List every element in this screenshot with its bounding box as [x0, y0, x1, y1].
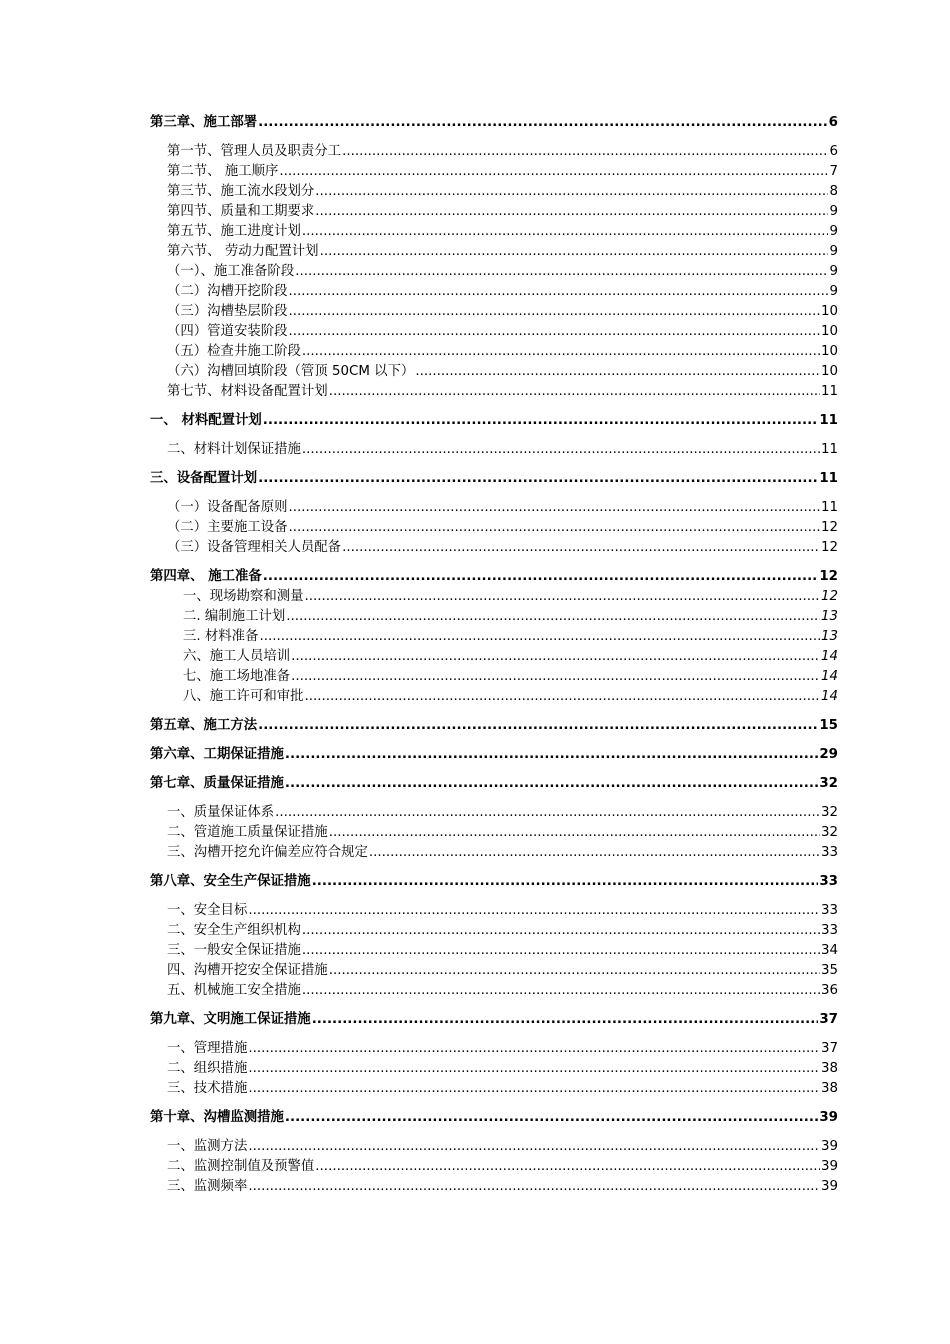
- toc-entry-page-number: 12: [820, 589, 838, 604]
- table-of-contents: [150, 113, 838, 1197]
- toc-entry[interactable]: [150, 774, 838, 794]
- toc-entry-page-number: 10: [820, 364, 838, 379]
- toc-entry-label: 三、监测频率: [167, 1179, 248, 1194]
- toc-entry[interactable]: [150, 538, 838, 558]
- toc-entry-label: 第七节、材料设备配置计划: [167, 384, 328, 399]
- toc-entry-label: （六）沟槽回填阶段（管顶 50CM 以下）: [167, 364, 415, 379]
- dot-leader: [302, 941, 820, 961]
- toc-entry-label: （二）主要施工设备: [167, 520, 288, 535]
- dot-leader: [329, 382, 820, 402]
- toc-entry[interactable]: [150, 745, 838, 765]
- dot-leader: [289, 282, 829, 302]
- toc-entry-page-number: 15: [819, 718, 838, 733]
- toc-entry[interactable]: [150, 981, 838, 1001]
- toc-entry[interactable]: [150, 469, 838, 489]
- toc-entry-page-number: 32: [820, 805, 838, 820]
- toc-entry[interactable]: [150, 498, 838, 518]
- dot-leader: [248, 1059, 820, 1079]
- dot-leader: [302, 440, 820, 460]
- toc-entry[interactable]: [150, 182, 838, 202]
- toc-entry-label: 二、安全生产组织机构: [167, 923, 301, 938]
- toc-entry-label: 第四章、 施工准备: [150, 569, 262, 584]
- toc-entry-page-number: 13: [820, 629, 838, 644]
- toc-entry-page-number: 38: [820, 1081, 838, 1096]
- dot-leader: [302, 222, 829, 242]
- toc-entry-page-number: 11: [820, 500, 838, 515]
- toc-entry[interactable]: [150, 518, 838, 538]
- dot-leader: [258, 113, 828, 133]
- toc-entry[interactable]: [150, 1010, 838, 1030]
- toc-entry[interactable]: [150, 823, 838, 843]
- toc-entry-label: 三、技术措施: [167, 1081, 248, 1096]
- toc-entry[interactable]: [150, 1039, 838, 1059]
- dot-leader: [312, 872, 819, 892]
- toc-entry-page-number: 6: [829, 144, 838, 159]
- toc-entry-page-number: 38: [820, 1061, 838, 1076]
- toc-entry[interactable]: [150, 627, 838, 647]
- toc-entry[interactable]: [150, 322, 838, 342]
- toc-entry-label: 七、施工场地准备: [183, 669, 291, 684]
- dot-leader: [285, 774, 818, 794]
- toc-entry-page-number: 37: [819, 1012, 838, 1027]
- toc-entry[interactable]: [150, 113, 838, 133]
- toc-entry-label: 二、监测控制值及预警值: [167, 1159, 315, 1174]
- toc-entry-label: 一、监测方法: [167, 1139, 248, 1154]
- toc-entry-page-number: 8: [829, 184, 838, 199]
- toc-entry-label: 六、施工人员培训: [183, 649, 291, 664]
- dot-leader: [258, 716, 818, 736]
- toc-entry-page-number: 39: [820, 1179, 838, 1194]
- dot-leader: [315, 1157, 820, 1177]
- dot-leader: [259, 627, 819, 647]
- toc-entry-page-number: 14: [820, 689, 838, 704]
- toc-entry-page-number: 33: [819, 874, 838, 889]
- toc-entry-label: 二、材料计划保证措施: [167, 442, 301, 457]
- toc-entry-page-number: 14: [820, 669, 838, 684]
- dot-leader: [263, 567, 819, 587]
- toc-entry-page-number: 34: [820, 943, 838, 958]
- dot-leader: [248, 1137, 820, 1157]
- toc-entry[interactable]: [150, 716, 838, 736]
- toc-entry[interactable]: [150, 1177, 838, 1197]
- toc-entry[interactable]: [150, 803, 838, 823]
- dot-leader: [291, 667, 820, 687]
- toc-entry-page-number: 39: [820, 1139, 838, 1154]
- dot-leader: [285, 1108, 818, 1128]
- toc-entry-page-number: 11: [820, 442, 838, 457]
- toc-entry-page-number: 36: [820, 983, 838, 998]
- toc-entry-label: 一、 材料配置计划: [150, 413, 262, 428]
- dot-leader: [312, 1010, 819, 1030]
- dot-leader: [285, 745, 818, 765]
- toc-entry[interactable]: [150, 1157, 838, 1177]
- toc-entry[interactable]: [150, 342, 838, 362]
- dot-leader: [320, 242, 829, 262]
- toc-entry[interactable]: [150, 587, 838, 607]
- toc-entry-label: （五）检查井施工阶段: [167, 344, 301, 359]
- toc-entry-page-number: 12: [820, 540, 838, 555]
- toc-entry-page-number: 9: [829, 224, 838, 239]
- toc-entry-label: 第五章、施工方法: [150, 718, 258, 733]
- toc-entry[interactable]: [150, 567, 838, 587]
- toc-entry-page-number: 33: [820, 903, 838, 918]
- toc-entry-label: （一）设备配备原则: [167, 500, 288, 515]
- toc-entry-label: 四、沟槽开挖安全保证措施: [167, 963, 328, 978]
- toc-entry-label: 第六节、 劳动力配置计划: [167, 244, 319, 259]
- dot-leader: [248, 901, 820, 921]
- toc-entry-label: 一、质量保证体系: [167, 805, 275, 820]
- toc-entry-page-number: 12: [819, 569, 838, 584]
- toc-entry-label: 第七章、质量保证措施: [150, 776, 284, 791]
- toc-entry-label: 一、管理措施: [167, 1041, 248, 1056]
- toc-entry[interactable]: [150, 901, 838, 921]
- toc-entry-page-number: 9: [829, 284, 838, 299]
- toc-entry-label: （三）设备管理相关人员配备: [167, 540, 342, 555]
- toc-entry-label: 三. 材料准备: [183, 629, 259, 644]
- toc-entry[interactable]: [150, 941, 838, 961]
- dot-leader: [248, 1177, 820, 1197]
- toc-entry-page-number: 9: [829, 264, 838, 279]
- toc-entry-label: 第三节、施工流水段划分: [167, 184, 315, 199]
- toc-entry-label: 第六章、工期保证措施: [150, 747, 284, 762]
- toc-entry-page-number: 12: [820, 520, 838, 535]
- dot-leader: [342, 142, 828, 162]
- dot-leader: [302, 981, 820, 1001]
- toc-entry-label: （四）管道安装阶段: [167, 324, 288, 339]
- toc-entry-label: 八、施工许可和审批: [183, 689, 304, 704]
- toc-entry[interactable]: [150, 1137, 838, 1157]
- toc-entry[interactable]: [150, 687, 838, 707]
- dot-leader: [329, 823, 820, 843]
- toc-entry[interactable]: [150, 362, 838, 382]
- dot-leader: [305, 587, 820, 607]
- toc-entry-page-number: 13: [820, 609, 838, 624]
- dot-leader: [305, 687, 820, 707]
- toc-entry[interactable]: [150, 282, 838, 302]
- toc-entry-label: 三、沟槽开挖允许偏差应符合规定: [167, 845, 368, 860]
- toc-entry-page-number: 10: [820, 324, 838, 339]
- dot-leader: [248, 1079, 820, 1099]
- toc-entry-page-number: 39: [819, 1110, 838, 1125]
- toc-entry[interactable]: [150, 647, 838, 667]
- toc-entry-page-number: 7: [829, 164, 838, 179]
- toc-entry[interactable]: [150, 921, 838, 941]
- toc-entry[interactable]: [150, 142, 838, 162]
- toc-entry[interactable]: [150, 961, 838, 981]
- toc-entry-page-number: 11: [820, 384, 838, 399]
- dot-leader: [329, 961, 820, 981]
- toc-entry-page-number: 9: [829, 244, 838, 259]
- dot-leader: [279, 162, 828, 182]
- toc-entry[interactable]: [150, 1059, 838, 1079]
- toc-entry-label: 二. 编制施工计划: [183, 609, 286, 624]
- toc-entry[interactable]: [150, 222, 838, 242]
- toc-entry[interactable]: [150, 843, 838, 863]
- toc-entry-page-number: 14: [820, 649, 838, 664]
- toc-entry-page-number: 9: [829, 204, 838, 219]
- toc-entry[interactable]: [150, 1079, 838, 1099]
- dot-leader: [415, 362, 820, 382]
- toc-entry[interactable]: [150, 1108, 838, 1128]
- dot-leader: [291, 647, 820, 667]
- toc-entry-page-number: 11: [819, 413, 838, 428]
- toc-entry-label: 二、组织措施: [167, 1061, 248, 1076]
- toc-entry-label: 五、机械施工安全措施: [167, 983, 301, 998]
- toc-entry[interactable]: [150, 262, 838, 282]
- toc-entry[interactable]: [150, 872, 838, 892]
- toc-entry-label: 一、现场勘察和测量: [183, 589, 304, 604]
- dot-leader: [295, 262, 828, 282]
- toc-entry-label: 三、一般安全保证措施: [167, 943, 301, 958]
- toc-entry[interactable]: [150, 302, 838, 322]
- toc-entry-page-number: 10: [820, 344, 838, 359]
- dot-leader: [258, 469, 818, 489]
- toc-entry[interactable]: [150, 162, 838, 182]
- toc-entry-page-number: 32: [819, 776, 838, 791]
- toc-entry-label: （二）沟槽开挖阶段: [167, 284, 288, 299]
- toc-entry-label: 第九章、文明施工保证措施: [150, 1012, 311, 1027]
- toc-entry-label: （一）、施工准备阶段: [167, 264, 295, 279]
- toc-entry-label: （三）沟槽垫层阶段: [167, 304, 288, 319]
- dot-leader: [342, 538, 820, 558]
- toc-entry-label: 第二节、 施工顺序: [167, 164, 279, 179]
- toc-entry-label: 三、设备配置计划: [150, 471, 258, 486]
- toc-entry[interactable]: [150, 382, 838, 402]
- toc-entry-page-number: 10: [820, 304, 838, 319]
- toc-entry-label: 一、安全目标: [167, 903, 248, 918]
- toc-entry-label: 第三章、施工部署: [150, 115, 258, 130]
- toc-entry-page-number: 33: [820, 845, 838, 860]
- dot-leader: [369, 843, 820, 863]
- toc-entry[interactable]: [150, 202, 838, 222]
- dot-leader: [315, 182, 828, 202]
- toc-entry[interactable]: [150, 411, 838, 431]
- toc-entry-page-number: 11: [819, 471, 838, 486]
- toc-entry-page-number: 6: [828, 115, 838, 130]
- toc-entry[interactable]: [150, 242, 838, 262]
- toc-entry-label: 第十章、沟槽监测措施: [150, 1110, 284, 1125]
- dot-leader: [289, 302, 820, 322]
- toc-entry-page-number: 37: [820, 1041, 838, 1056]
- toc-entry-page-number: 39: [820, 1159, 838, 1174]
- dot-leader: [289, 498, 820, 518]
- toc-entry-label: 第一节、管理人员及职责分工: [167, 144, 342, 159]
- toc-entry-page-number: 33: [820, 923, 838, 938]
- toc-entry[interactable]: [150, 607, 838, 627]
- toc-entry-label: 第四节、质量和工期要求: [167, 204, 315, 219]
- dot-leader: [263, 411, 819, 431]
- dot-leader: [289, 518, 820, 538]
- toc-entry-page-number: 32: [820, 825, 838, 840]
- dot-leader: [289, 322, 820, 342]
- toc-entry-label: 第五节、施工进度计划: [167, 224, 301, 239]
- toc-entry-label: 第八章、安全生产保证措施: [150, 874, 311, 889]
- toc-entry[interactable]: [150, 667, 838, 687]
- dot-leader: [302, 342, 820, 362]
- dot-leader: [302, 921, 820, 941]
- dot-leader: [286, 607, 820, 627]
- toc-entry-page-number: 29: [819, 747, 838, 762]
- dot-leader: [275, 803, 820, 823]
- toc-entry-page-number: 35: [820, 963, 838, 978]
- toc-entry-label: 二、管道施工质量保证措施: [167, 825, 328, 840]
- toc-entry[interactable]: [150, 440, 838, 460]
- dot-leader: [315, 202, 828, 222]
- dot-leader: [248, 1039, 820, 1059]
